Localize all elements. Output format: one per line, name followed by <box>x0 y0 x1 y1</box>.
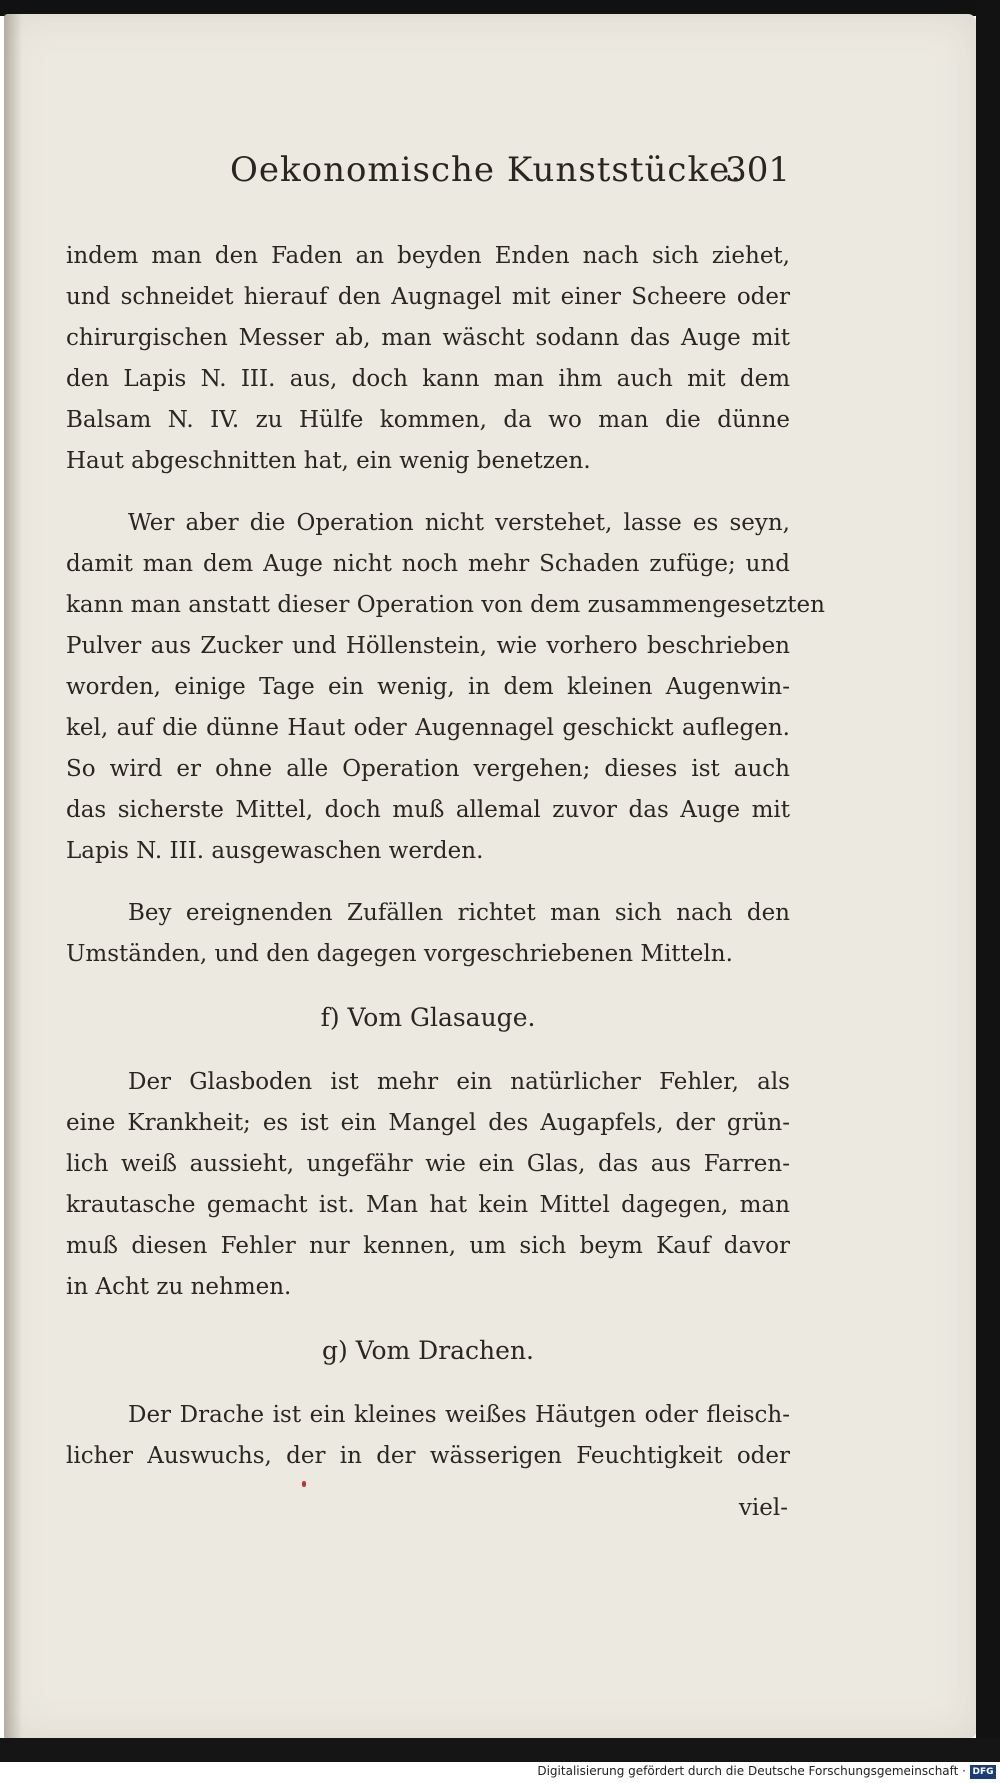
text-line: Haut abgeschnitten hat, ein wenig benetzen. <box>66 448 591 474</box>
text-line: damit man dem Auge nicht noch mehr Schaden zufüge; und <box>66 551 790 577</box>
text-line: in Acht zu nehmen. <box>66 1274 292 1300</box>
footer-credit: Digitalisierung gefördert durch die Deutsche Forschungsgemeinschaft · <box>537 1764 966 1778</box>
text-line: Der Drache ist ein kleines weißes Häutgen oder fleisch- <box>128 1402 790 1428</box>
text-line: indem man den Faden an beyden Enden nach sich ziehet, <box>66 243 790 269</box>
text-line: Der Glasboden ist mehr ein natürlicher Fehler, als <box>128 1069 790 1095</box>
paragraph-3 <box>66 893 790 975</box>
text-line: Pulver aus Zucker und Höllenstein, wie vorhero beschrieben <box>66 633 790 659</box>
text-line: kann man anstatt dieser Operation von dem zusammengesetzten <box>66 592 825 618</box>
section-heading-g: g) Vom Drachen. <box>321 1336 534 1365</box>
text-line: eine Krankheit; es ist ein Mangel des Augapfels, der grün- <box>66 1110 790 1136</box>
text-line: lich weiß aussieht, ungefähr wie ein Glas, das aus Farren- <box>66 1151 790 1177</box>
text-line: und schneidet hierauf den Augnagel mit einer Scheere oder <box>66 284 790 310</box>
text-line: das sicherste Mittel, doch muß allemal zuvor das Auge mit <box>66 797 790 823</box>
text-line: krautasche gemacht ist. Man hat kein Mittel dagegen, man <box>66 1192 790 1218</box>
spine-shadow <box>4 14 22 1738</box>
text-line: kel, auf die dünne Haut oder Augennagel geschickt auflegen. <box>66 715 790 741</box>
text-line: So wird er ohne alle Operation vergehen; dieses ist auch <box>66 756 790 782</box>
text-line: Bey ereignenden Zufällen richtet man sich nach den <box>128 900 790 926</box>
dfg-logo-icon: DFG <box>970 1765 996 1779</box>
body-text <box>66 236 825 1498</box>
page-header <box>230 150 790 200</box>
text-line: den Lapis N. III. aus, doch kann man ihm auch mit dem <box>66 366 790 392</box>
text-line: Umständen, und den dagegen vorgeschriebenen Mitteln. <box>66 941 733 967</box>
running-title: Oekonomische Kunststücke. <box>230 150 743 190</box>
text-line: chirurgischen Messer ab, man wäscht sodann das Auge mit <box>66 325 790 351</box>
footer-strip <box>0 1762 1000 1783</box>
text-line: Wer aber die Operation nicht verstehet, lasse es seyn, <box>128 510 790 536</box>
scan-border-bottom <box>0 1738 1000 1762</box>
section-heading-f: f) Vom Glasauge. <box>320 1003 536 1032</box>
page-number: 301 <box>725 150 790 190</box>
scan-border-right <box>976 0 1000 1762</box>
text-line: worden, einige Tage ein wenig, in dem kleinen Augenwin- <box>66 674 790 700</box>
text-line: Balsam N. IV. zu Hülfe kommen, da wo man die dünne <box>66 407 790 433</box>
paragraph-1 <box>66 236 790 482</box>
paragraph-4 <box>66 1062 790 1308</box>
text-line: Lapis N. III. ausgewaschen werden. <box>66 838 484 864</box>
text-line: licher Auswuchs, der in der wässerigen Feuchtigkeit oder <box>66 1443 790 1469</box>
paragraph-5 <box>66 1395 790 1477</box>
paragraph-2 <box>66 503 825 872</box>
ink-stain-mark <box>302 1481 306 1487</box>
catchword: viel- <box>738 1495 788 1521</box>
text-line: muß diesen Fehler nur kennen, um sich beym Kauf davor <box>66 1233 790 1259</box>
